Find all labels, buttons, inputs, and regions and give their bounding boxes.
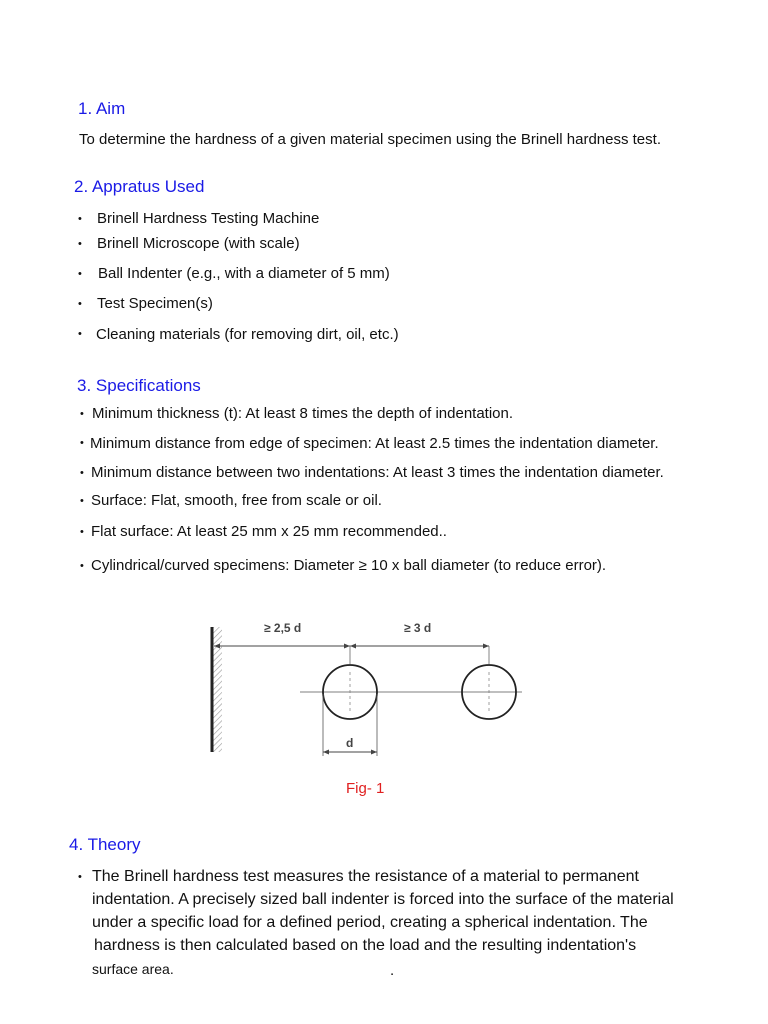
specifications-heading: 3. Specifications (77, 376, 201, 395)
specification-item: Flat surface: At least 25 mm x 25 mm recommended.. (91, 523, 447, 540)
theory-line: under a specific load for a defined period, creating a spherical indentation. The (92, 914, 648, 931)
aim-text: To determine the hardness of a given material specimen using the Brinell hardness test. (79, 131, 661, 148)
aim-heading: 1. Aim (78, 99, 126, 118)
indentation-spacing-diagram (200, 612, 540, 762)
theory-line: hardness is then calculated based on the load and the resulting indentation's (94, 937, 637, 954)
arrow-head (371, 750, 377, 755)
theory-line: indentation. A precisely sized ball indenter is forced into the surface of the material (92, 891, 674, 908)
arrow-head (344, 644, 350, 649)
theory-line: The Brinell hardness test measures the resistance of a material to permanent (92, 868, 639, 885)
trailing-dot: . (390, 962, 395, 979)
bullet: • (80, 467, 84, 479)
bullet: • (78, 298, 82, 310)
bullet: • (80, 560, 84, 572)
specification-item: Minimum distance between two indentations: At least 3 times the indentation diameter. (91, 464, 664, 481)
arrow-head (323, 750, 329, 755)
bullet: • (78, 328, 82, 340)
theory-heading: 4. Theory (69, 835, 141, 854)
bullet: • (78, 213, 82, 225)
label-between-distance: ≥ 3 d (404, 621, 432, 635)
bullet: • (78, 238, 82, 250)
label-diameter: d (346, 736, 354, 750)
apparatus-item: Brinell Hardness Testing Machine (97, 210, 320, 227)
label-edge-distance: ≥ 2,5 d (264, 621, 302, 635)
specification-item: Cylindrical/curved specimens: Diameter ≥ 10 x ball diameter (to reduce error). (91, 557, 607, 574)
bullet: • (80, 526, 84, 538)
apparatus-heading: 2. Appratus Used (74, 177, 205, 196)
specification-item: Minimum distance from edge of specimen: At least 2.5 times the indentation diameter. (90, 435, 659, 452)
apparatus-item: Ball Indenter (e.g., with a diameter of 5 mm) (98, 265, 390, 282)
specification-item: Surface: Flat, smooth, free from scale or oil. (91, 492, 382, 509)
theory-line: surface area. (92, 961, 174, 977)
figure-caption: Fig- 1 (346, 780, 385, 797)
specification-item: Minimum thickness (t): At least 8 times the depth of indentation. (92, 405, 514, 422)
apparatus-item: Brinell Microscope (with scale) (97, 235, 300, 252)
bullet: • (80, 437, 84, 449)
bullet: • (78, 268, 82, 280)
arrow-head (483, 644, 489, 649)
bullet: • (80, 495, 84, 507)
arrow-head (350, 644, 356, 649)
bullet: • (80, 408, 84, 420)
apparatus-item: Cleaning materials (for removing dirt, oil, etc.) (96, 326, 399, 343)
apparatus-item: Test Specimen(s) (97, 295, 213, 312)
bullet: • (78, 871, 82, 883)
